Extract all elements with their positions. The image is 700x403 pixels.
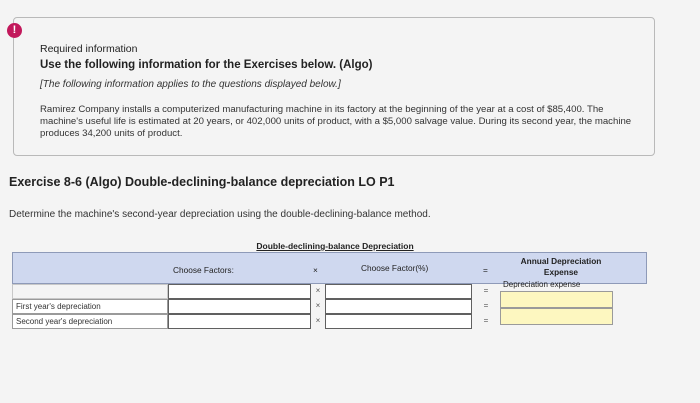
times-sign: × xyxy=(315,316,321,325)
second-year-expense-input[interactable] xyxy=(500,308,613,325)
table-title: Double-declining-balance Depreciation xyxy=(256,241,414,251)
factor-input[interactable] xyxy=(168,284,311,299)
row-label xyxy=(12,284,168,299)
depreciation-expense-label: Depreciation expense xyxy=(503,280,581,289)
exercise-description: Determine the machine's second-year depreciation using the double-declining-balance method. xyxy=(9,209,431,220)
times-header: × xyxy=(313,265,318,275)
factor-pct-input[interactable] xyxy=(325,314,472,329)
first-year-label: First year's depreciation xyxy=(12,299,168,314)
info-paragraph: Ramirez Company installs a computerized manufacturing machine in its factory at the beginning of the year at a cost of $85,400. The machine's useful life is estimated at 20 years, or 402,000 units of product, with a $5,000 salvage value. During its second year, the machine produces 34,200 units of product. xyxy=(40,104,632,140)
factor-pct-input[interactable] xyxy=(325,284,472,299)
equals-header: = xyxy=(483,265,488,275)
equals-sign: = xyxy=(483,316,489,325)
choose-factor-pct-header: Choose Factor(%) xyxy=(361,263,429,273)
required-info-panel xyxy=(13,17,655,156)
depreciation-table xyxy=(12,240,647,331)
info-heading: Use the following information for the Exercises below. (Algo) xyxy=(40,59,373,71)
equals-sign: = xyxy=(483,301,489,310)
annual-dep-header-line2: Expense xyxy=(543,267,579,277)
times-sign: × xyxy=(315,286,321,295)
first-year-expense-input[interactable] xyxy=(500,291,613,308)
factor-input[interactable] xyxy=(168,299,311,314)
second-year-label: Second year's depreciation xyxy=(12,314,168,329)
alert-icon: ! xyxy=(7,23,22,38)
choose-factors-header: Choose Factors: xyxy=(173,265,234,275)
exercise-title: Exercise 8-6 (Algo) Double-declining-balance depreciation LO P1 xyxy=(9,175,395,189)
times-sign: × xyxy=(315,301,321,310)
annual-dep-header-line1: Annual Depreciation xyxy=(520,256,602,266)
factor-pct-input[interactable] xyxy=(325,299,472,314)
required-info-label: Required information xyxy=(40,43,138,55)
factor-input[interactable] xyxy=(168,314,311,329)
equals-sign: = xyxy=(483,286,489,295)
info-note: [The following information applies to the questions displayed below.] xyxy=(40,79,341,90)
